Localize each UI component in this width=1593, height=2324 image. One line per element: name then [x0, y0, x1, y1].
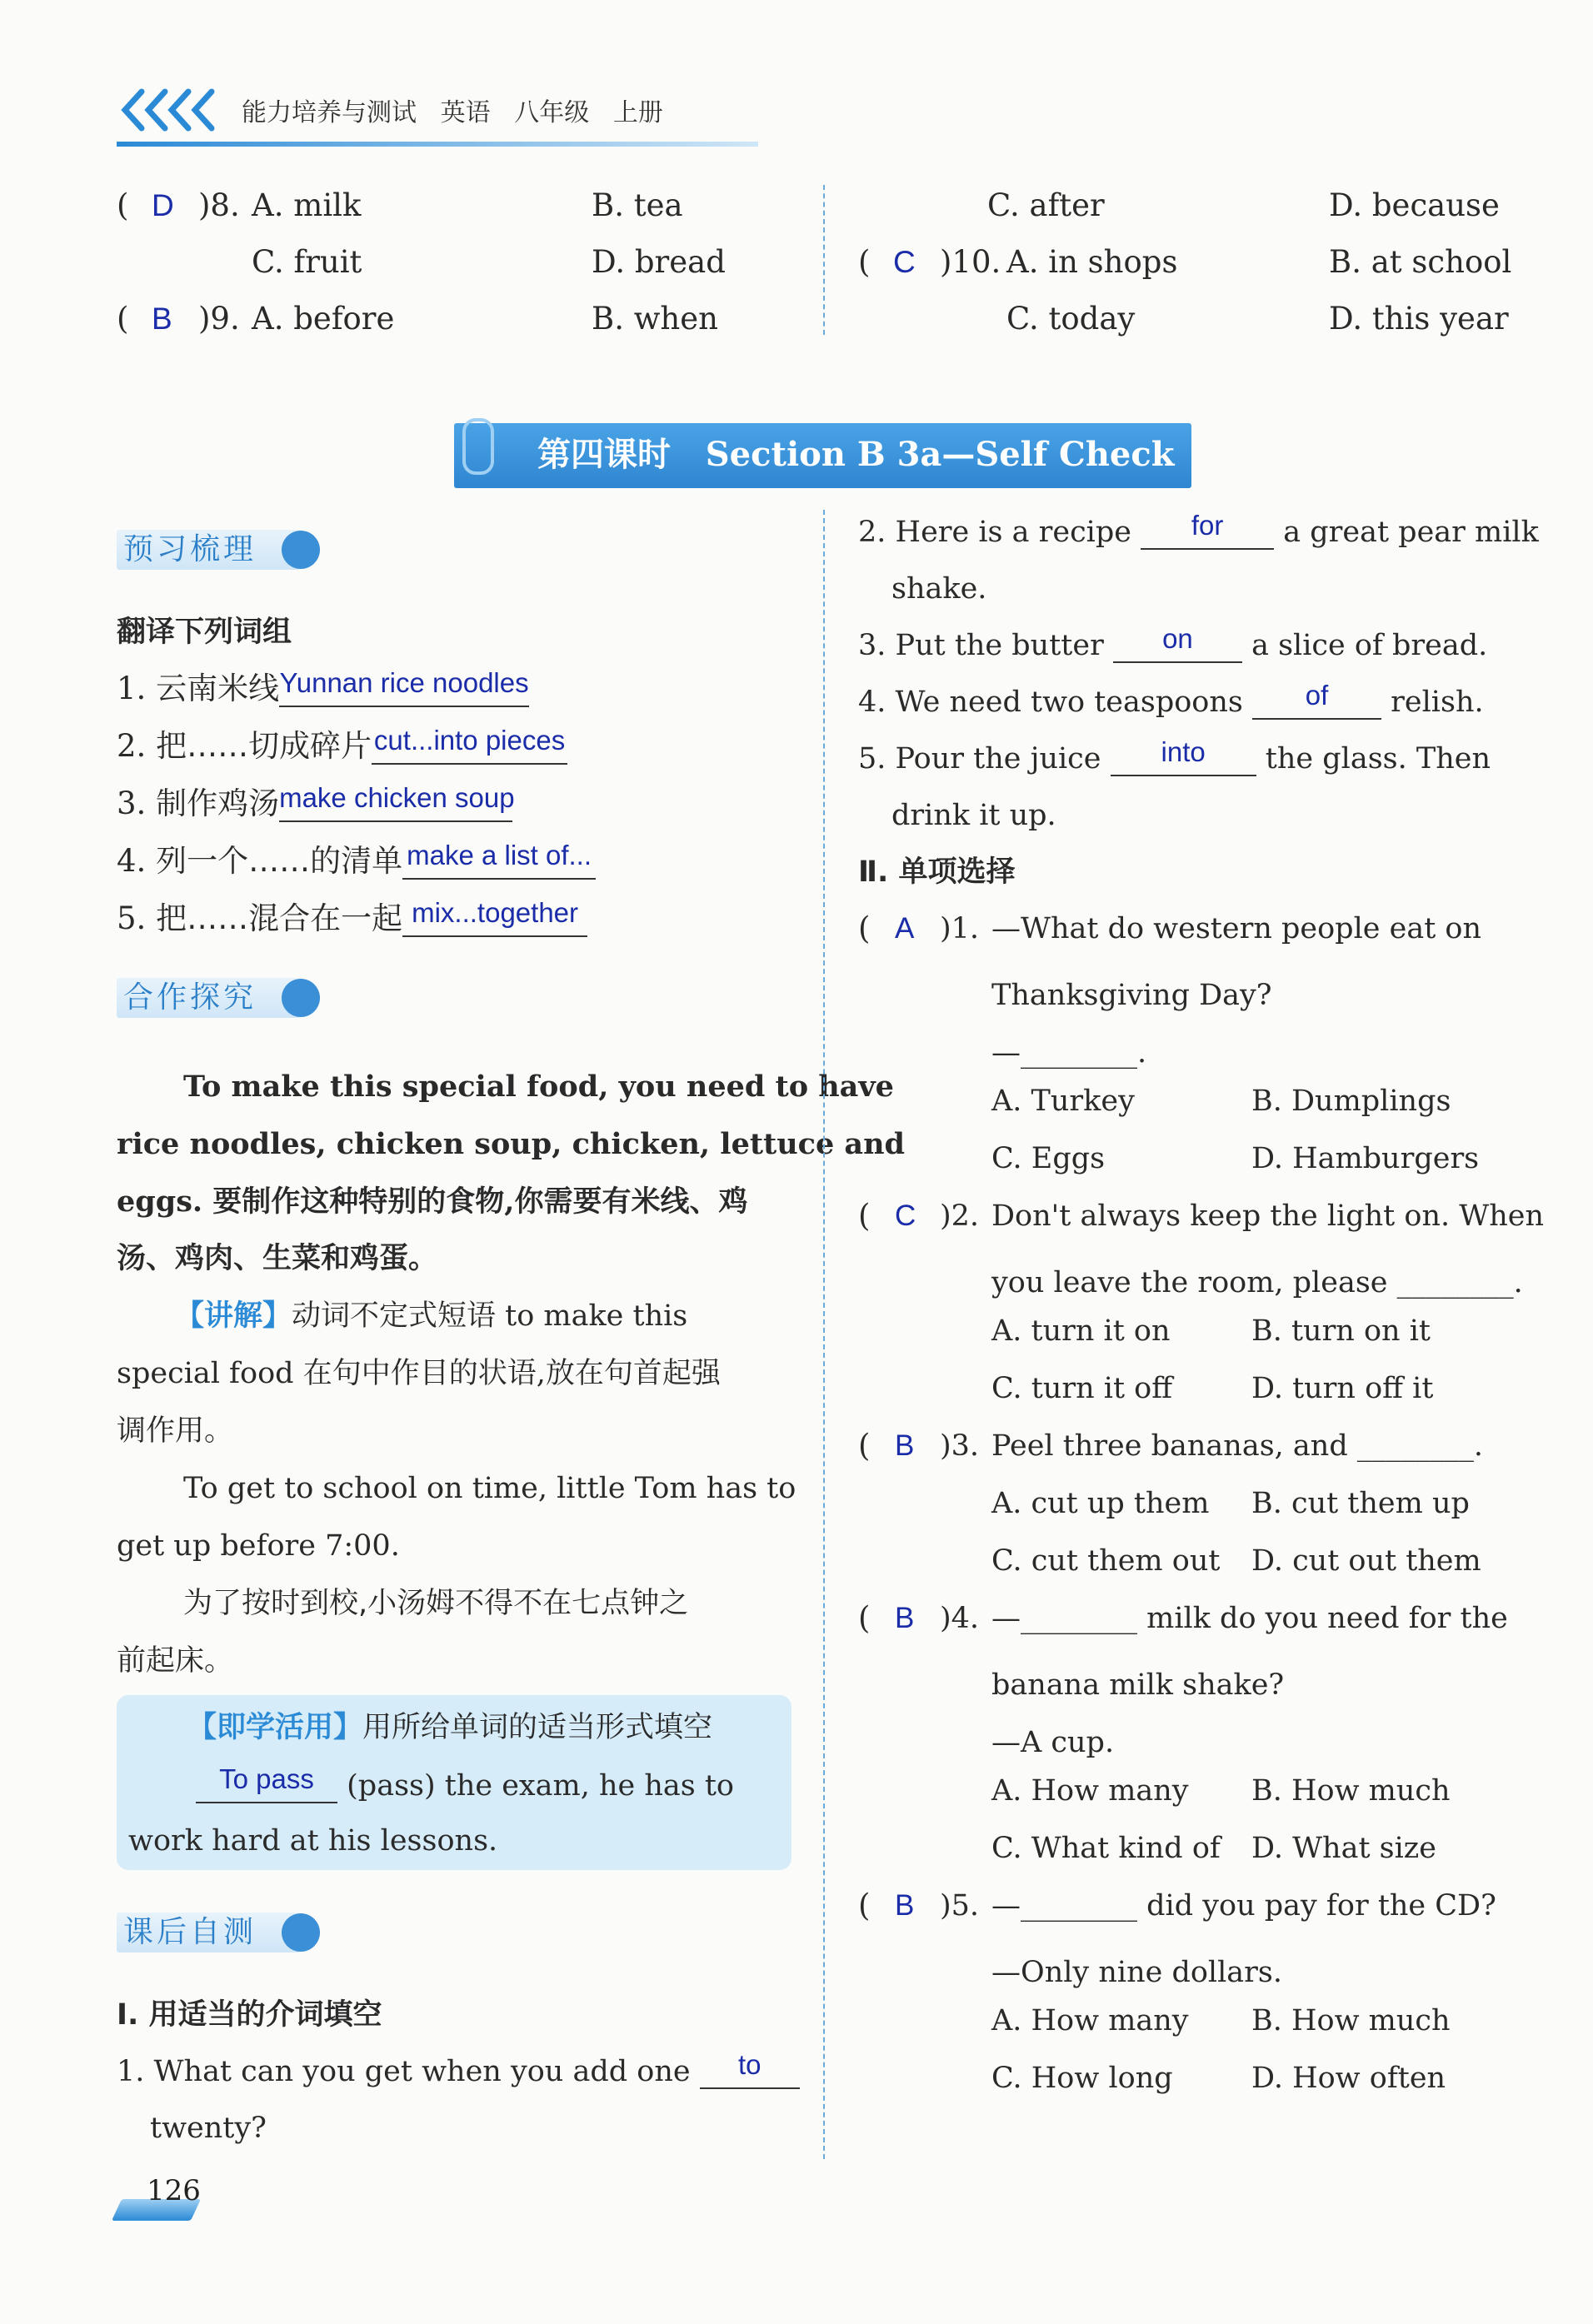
- explore-heading: 合作探究: [117, 978, 315, 1018]
- header-arrows: [117, 83, 225, 133]
- answer-item-3: make chicken soup: [279, 782, 515, 813]
- practice-answer: To pass: [219, 1763, 314, 1794]
- option: D. because: [1329, 187, 1500, 223]
- header-title: [242, 92, 663, 128]
- answer-item-5: mix...together: [412, 897, 579, 928]
- option: A. milk: [252, 187, 362, 223]
- mc-question-5: ( B )5. —________ did you pay for the CD? —Only nine dollars. A. How many B. How much C. How long D. How often: [858, 1888, 1496, 2095]
- pencil-icon: [282, 979, 320, 1017]
- header-series: 能力培养与测试: [242, 98, 417, 127]
- part2-title: Ⅱ. 单项选择: [858, 855, 1016, 889]
- pencil-icon: [282, 531, 320, 569]
- option: B. tea: [592, 187, 683, 223]
- header-grade: 八年级: [514, 98, 590, 127]
- lesson-section: Section B 3a—Self Check: [705, 435, 1175, 474]
- pencil-icon: [282, 1913, 320, 1952]
- preview-item-3: 3. 制作鸡汤make chicken soup: [117, 782, 515, 821]
- fill-q3: 3. Put the butter on a slice of bread.: [858, 623, 1488, 662]
- answer-item-1: Yunnan rice noodles: [279, 667, 529, 698]
- preview-item-5: 5. 把……混合在一起 mix...together: [117, 900, 587, 938]
- explore-passage: To make this special food, you need to have rice noodles, chicken soup, chicken, lettuce and eggs. 要制作这种特别的食物,你需要有米线、鸡 汤、鸡肉、生菜和鸡蛋。 【讲解】动词不定式短语 to make this special food 在句中作目的状语,放在句首起强 调作用。 To get to school on time, little Tom has to get up before 7:00. 为了按时到校,小汤姆不得不在七点钟之 前起床。: [117, 1070, 906, 1678]
- answer-fill-5: into: [1161, 736, 1206, 767]
- selftest-heading: 课后自测: [117, 1913, 315, 1952]
- answer-q10: C: [893, 245, 916, 279]
- option: A. in shops: [1006, 244, 1178, 280]
- option: C. fruit: [252, 244, 362, 280]
- explain-tag: 【讲解】: [175, 1299, 292, 1333]
- header-rule: [117, 142, 758, 147]
- option: A. before: [252, 301, 395, 337]
- option: B. when: [592, 301, 718, 337]
- practice-instruction: 用所给单词的适当形式填空: [362, 1711, 713, 1744]
- answer-fill-3: on: [1162, 623, 1193, 654]
- mc-question-4: ( B )4. —________ milk do you need for the banana milk shake? —A cup. A. How many B. How much C. What kind of D. What size: [858, 1600, 1508, 1865]
- page-number: 126: [117, 2174, 217, 2224]
- practice-tag: 【即学活用】: [187, 1711, 363, 1744]
- practice-box: 【即学活用】用所给单词的适当形式填空 To pass (pass) the exam, he has to work hard at his lessons.: [117, 1695, 792, 1870]
- lesson-number: 第四课时: [537, 436, 671, 474]
- header-volume: 上册: [612, 98, 663, 127]
- header-subject: 英语: [440, 98, 491, 127]
- fill-q1: 1. What can you get when you add one to: [117, 2052, 800, 2091]
- paperclip-icon: [462, 418, 494, 475]
- lesson-banner: [454, 423, 1191, 488]
- answer-q9: B: [152, 302, 172, 336]
- preview-item-2: 2. 把……切成碎片cut...into pieces: [117, 727, 567, 766]
- preview-instruction: 翻译下列词组: [117, 616, 292, 649]
- option: C. today: [1006, 301, 1136, 337]
- preview-item-4: 4. 列一个……的清单 make a list of...: [117, 842, 596, 880]
- fill-q4: 4. We need two teaspoons of relish.: [858, 680, 1484, 719]
- answer-item-2: cut...into pieces: [373, 725, 566, 756]
- answer-fill-2: for: [1191, 510, 1224, 541]
- chevron-left-icon: [117, 83, 225, 133]
- option: C. after: [987, 187, 1105, 223]
- column-divider: [823, 510, 825, 2159]
- option: D. bread: [592, 244, 726, 280]
- answer-fill-4: of: [1305, 680, 1329, 711]
- fill-q1-line2: twenty?: [150, 2112, 267, 2145]
- answer-q8: D: [152, 188, 174, 222]
- part1-title: Ⅰ. 用适当的介词填空: [117, 1998, 382, 2032]
- option: B. at school: [1329, 244, 1512, 280]
- mc-question-1: ( A )1. —What do western people eat on Thanksgiving Day? —________. A. Turkey B. Dumplings C. Eggs D. Hamburgers: [858, 910, 1481, 1175]
- fill-q2: 2. Here is a recipe for a great pear milk: [858, 510, 1539, 549]
- mc-question-2: ( C )2. Don't always keep the light on. When you leave the room, please ________. A. turn it on B. turn on it C. turn it off D. turn off it: [858, 1198, 1545, 1405]
- option: D. this year: [1329, 301, 1509, 337]
- column-divider-top: [823, 185, 825, 335]
- answer-fill-1: to: [737, 2049, 762, 2080]
- preview-item-1: 1. 云南米线Yunnan rice noodles: [117, 667, 529, 706]
- preview-heading: 预习梳理: [117, 530, 315, 570]
- fill-q5: 5. Pour the juice into the glass. Then: [858, 736, 1491, 775]
- mc-question-3: ( B )3. Peel three bananas, and ________. A. cut up them B. cut them up C. cut them out D. cut out them: [858, 1428, 1483, 1578]
- answer-item-4: make a list of...: [407, 840, 592, 870]
